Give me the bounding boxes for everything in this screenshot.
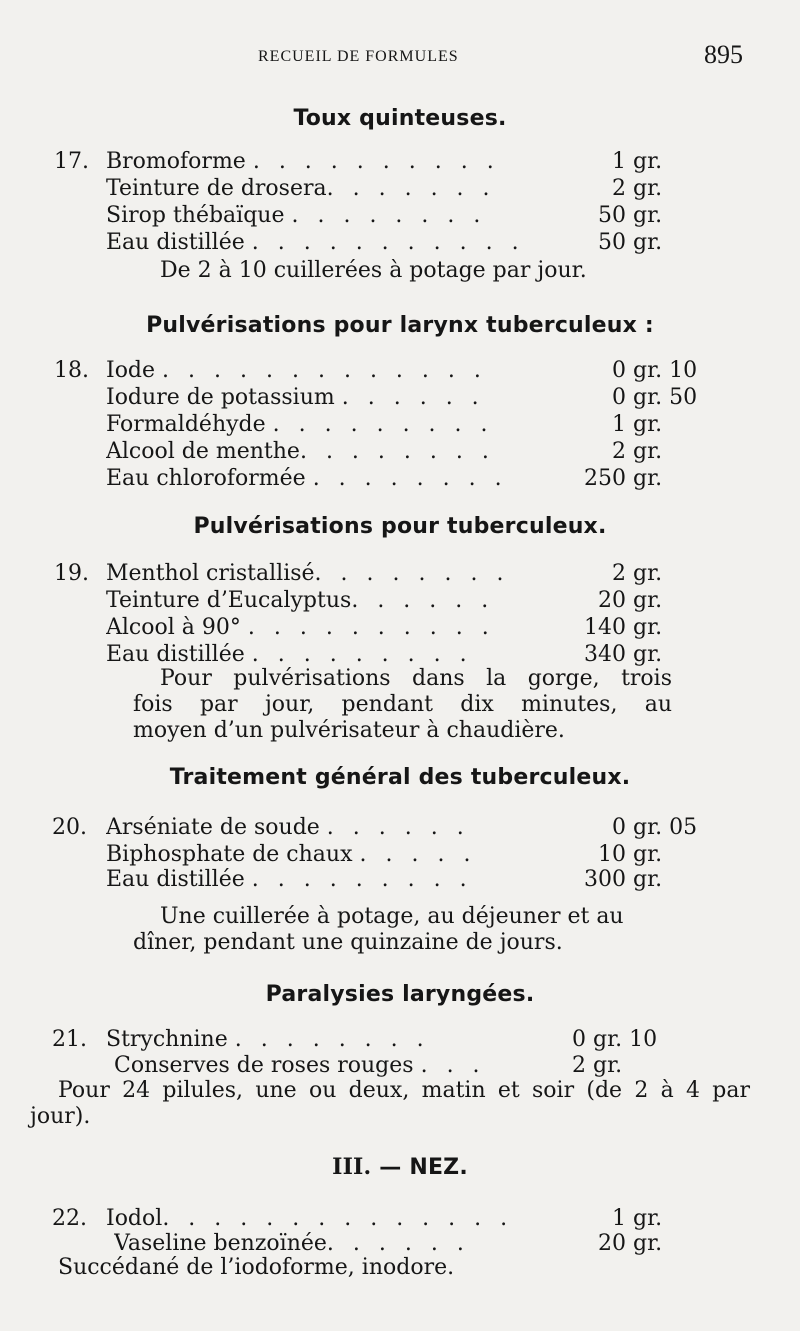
ingredient-quantity: 0 gr. 05 <box>612 815 698 840</box>
ingredient-quantity: 1 gr. <box>612 1206 663 1231</box>
instruction-line: Pour pulvérisations dans la gorge, trois <box>160 666 672 691</box>
recipe-row <box>0 175 800 203</box>
section-title-paralysies: Paralysies laryngées. <box>265 982 535 1007</box>
ingredient-quantity: 1 gr. <box>612 412 663 437</box>
recipe-row <box>0 614 800 642</box>
ingredient-quantity: 0 gr. 10 <box>572 1027 658 1052</box>
ingredient-name: Biphosphate de chaux . . . . . <box>106 842 477 867</box>
chapter-numeral: III. <box>332 1154 372 1180</box>
running-title: RECUEIL DE FORMULES <box>258 48 459 65</box>
section-title-tuberculeux: Pulvérisations pour tuberculeux. <box>193 514 607 539</box>
ingredient-quantity: 10 gr. <box>598 842 663 867</box>
ingredient-quantity: 1 gr. <box>612 149 663 174</box>
ingredient-quantity: 140 gr. <box>584 615 663 640</box>
recipe-row <box>0 1026 800 1054</box>
ingredient-quantity: 2 gr. <box>572 1053 623 1078</box>
recipe-row <box>0 560 800 588</box>
instruction-line: fois par jour, pendant dix minutes, au <box>133 692 672 717</box>
instruction-line: jour). <box>30 1104 91 1129</box>
dosage-note: De 2 à 10 cuillerées à potage par jour. <box>160 258 587 283</box>
recipe-row <box>0 641 800 669</box>
ingredient-quantity: 20 gr. <box>598 1231 663 1256</box>
ingredient-name: Vaseline benzoïnée. . . . . . <box>114 1231 470 1256</box>
instruction-line: moyen d’un pulvérisateur à chaudière. <box>133 718 565 743</box>
ingredient-name: Eau distillée . . . . . . . . . <box>106 642 473 667</box>
recipe-row <box>0 814 800 842</box>
recipe-row <box>0 202 800 230</box>
ingredient-quantity: 0 gr. 50 <box>612 385 698 410</box>
ingredient-name: Bromoforme . . . . . . . . . . <box>106 149 500 174</box>
ingredient-name: Iodol. . . . . . . . . . . . . . <box>106 1206 514 1231</box>
ingredient-name: Teinture d’Eucalyptus. . . . . . <box>106 588 495 613</box>
ingredient-name: Alcool à 90° . . . . . . . . . . <box>106 615 495 640</box>
recipe-row <box>0 465 800 493</box>
ingredient-name: Iode . . . . . . . . . . . . . <box>106 358 487 383</box>
recipe-number: 19. <box>54 561 89 586</box>
ingredient-name: Strychnine . . . . . . . . <box>106 1027 430 1052</box>
ingredient-quantity: 2 gr. <box>612 439 663 464</box>
recipe-number: 20. <box>52 815 87 840</box>
recipe-row <box>0 357 800 385</box>
ingredient-quantity: 300 gr. <box>584 867 663 892</box>
ingredient-name: Sirop thébaïque . . . . . . . . <box>106 203 487 228</box>
section-title-toux: Toux quinteuses. <box>293 106 507 131</box>
ingredient-quantity: 2 gr. <box>612 176 663 201</box>
ingredient-name: Conserves de roses rouges . . . <box>114 1053 486 1078</box>
ingredient-name: Formaldéhyde . . . . . . . . . <box>106 412 494 437</box>
section-title-traitement: Traitement général des tuberculeux. <box>169 765 631 790</box>
recipe-number: 18. <box>54 358 89 383</box>
instruction-line: dîner, pendant une quinzaine de jours. <box>133 930 563 955</box>
ingredient-name: Eau distillée . . . . . . . . . . . <box>106 230 525 255</box>
recipe-number: 17. <box>54 149 89 174</box>
recipe-row <box>0 1205 800 1233</box>
ingredient-quantity: 50 gr. <box>598 203 663 228</box>
ingredient-quantity: 250 gr. <box>584 466 663 491</box>
ingredient-quantity: 0 gr. 10 <box>612 358 698 383</box>
recipe-row <box>0 1052 800 1080</box>
ingredient-quantity: 340 gr. <box>584 642 663 667</box>
ingredient-quantity: 20 gr. <box>598 588 663 613</box>
section-title-larynx: Pulvérisations pour larynx tuberculeux : <box>146 313 654 338</box>
chapter-dash: — <box>379 1155 402 1180</box>
recipe-row <box>0 1230 800 1258</box>
ingredient-name: Iodure de potassium . . . . . . <box>106 385 485 410</box>
ingredient-name: Eau chloroformée . . . . . . . . <box>106 466 508 491</box>
recipe-row <box>0 148 800 176</box>
page-number: 895 <box>704 40 743 69</box>
ingredient-name: Alcool de menthe. . . . . . . . <box>106 439 495 464</box>
recipe-number: 22. <box>52 1206 87 1231</box>
recipe-row <box>0 841 800 869</box>
recipe-row <box>0 229 800 257</box>
chapter-title-nez <box>0 1154 800 1180</box>
usage-note: Succédané de l’iodoforme, inodore. <box>58 1255 455 1280</box>
recipe-row <box>0 384 800 412</box>
ingredient-name: Menthol cristallisé. . . . . . . . <box>106 561 510 586</box>
ingredient-name: Arséniate de soude . . . . . . <box>106 815 470 840</box>
recipe-row <box>0 587 800 615</box>
ingredient-quantity: 50 gr. <box>598 230 663 255</box>
recipe-row <box>0 866 800 894</box>
ingredient-name: Teinture de drosera. . . . . . . <box>106 176 496 201</box>
ingredient-quantity: 2 gr. <box>612 561 663 586</box>
recipe-number: 21. <box>52 1027 87 1052</box>
instruction-line: Une cuillerée à potage, au déjeuner et au <box>160 904 624 929</box>
ingredient-name: Eau distillée . . . . . . . . . <box>106 867 473 892</box>
instruction-line: Pour 24 pilules, une ou deux, matin et soir (de 2 à 4 par <box>58 1078 750 1103</box>
chapter-word: NEZ. <box>409 1155 468 1180</box>
recipe-row <box>0 438 800 466</box>
recipe-row <box>0 411 800 439</box>
